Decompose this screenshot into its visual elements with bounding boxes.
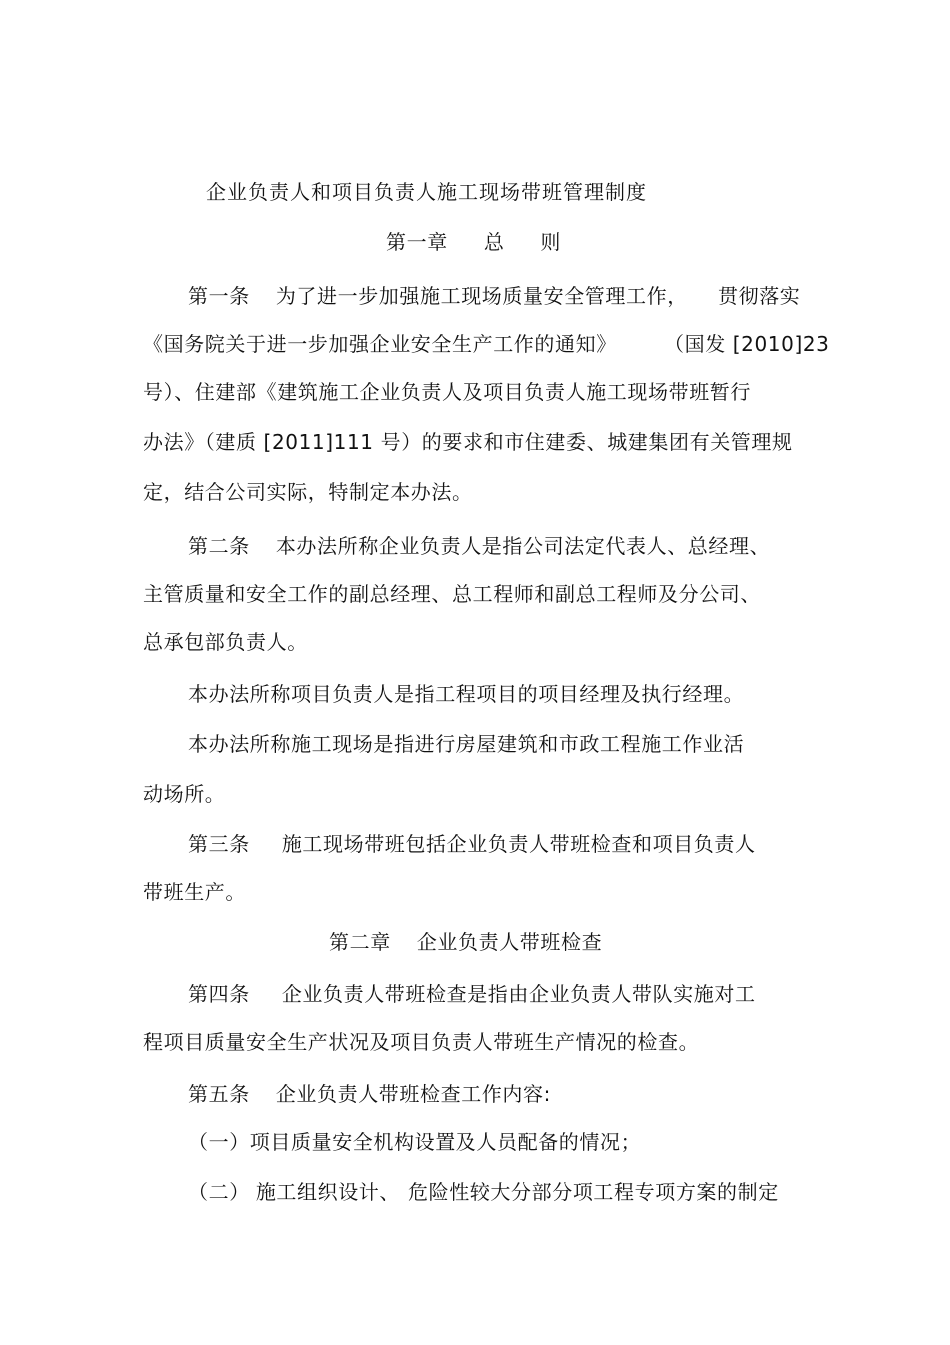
chapter-2-name: 企业负责人带班检查 xyxy=(416,930,603,954)
article-1-line-1b: 贯彻落实 xyxy=(718,284,801,308)
article-2-line-1 xyxy=(188,532,770,560)
chapter-1-name-2: 则 xyxy=(540,230,562,254)
chapter-2-heading xyxy=(329,928,602,956)
chapter-1-heading xyxy=(386,228,561,256)
article-1-text-1: 为了进一步加强施工现场质量安全管理工作， xyxy=(275,284,688,308)
article-1-line-3: 号）、住建部《建筑施工企业负责人及项目负责人施工现场带班暂行 xyxy=(143,380,751,404)
article-2-line-2: 主管质量和安全工作的副总经理、总工程师和副总工程师及分公司、 xyxy=(143,582,761,606)
chapter-1-name: 总 xyxy=(483,230,505,254)
article-1-line-2b: （国发 [2010]23 xyxy=(664,332,830,356)
article-4-text-1: 企业负责人带班检查是指由企业负责人带队实施对工 xyxy=(281,982,756,1006)
article-4-line-1 xyxy=(188,980,756,1008)
article-3-text-1: 施工现场带班包括企业负责人带班检查和项目负责人 xyxy=(281,832,756,856)
chapter-1-label: 第一章 xyxy=(386,230,448,254)
article-2-line-3: 总承包部负责人。 xyxy=(143,630,308,654)
article-5-line-1 xyxy=(188,1080,551,1108)
article-4-label: 第四条 xyxy=(188,982,250,1006)
article-5-label: 第五条 xyxy=(188,1082,250,1106)
article-3-line-2: 带班生产。 xyxy=(143,880,246,904)
article-2-text-1: 本办法所称企业负责人是指公司法定代表人、总经理、 xyxy=(275,534,771,558)
article-1-label: 第一条 xyxy=(188,284,250,308)
list-item-2-text-b: 危险性较大分部分项工程专项方案的制定 xyxy=(408,1180,779,1204)
article-5-text-1: 企业负责人带班检查工作内容: xyxy=(275,1082,551,1106)
paragraph-site-line-2: 动场所。 xyxy=(143,782,226,806)
list-item-2-text-a: 施工组织设计、 xyxy=(255,1180,401,1204)
article-1-line-1 xyxy=(188,282,688,310)
paragraph-project-leader: 本办法所称项目负责人是指工程项目的项目经理及执行经理。 xyxy=(188,682,745,706)
article-3-line-1 xyxy=(188,830,756,858)
chapter-2-label: 第二章 xyxy=(329,930,391,954)
document-title: 企业负责人和项目负责人施工现场带班管理制度 xyxy=(206,180,647,204)
article-2-label: 第二条 xyxy=(188,534,250,558)
article-1-line-5: 定，结合公司实际，特制定本办法。 xyxy=(143,480,473,504)
article-4-line-2: 程项目质量安全生产状况及项目负责人带班生产情况的检查。 xyxy=(143,1030,700,1054)
article-3-label: 第三条 xyxy=(188,832,250,856)
article-1-line-4: 办法》（建质 [2011]111 号）的要求和市住建委、城建集团有关管理规 xyxy=(143,430,793,454)
list-item-2-number: （二） xyxy=(188,1180,250,1204)
article-1-line-2: 《国务院关于进一步加强企业安全生产工作的通知》 xyxy=(143,332,617,356)
list-item-1: （一）项目质量安全机构设置及人员配备的情况； xyxy=(188,1130,642,1154)
list-item-2 xyxy=(188,1178,779,1206)
paragraph-site-line-1: 本办法所称施工现场是指进行房屋建筑和市政工程施工作业活 xyxy=(188,732,745,756)
